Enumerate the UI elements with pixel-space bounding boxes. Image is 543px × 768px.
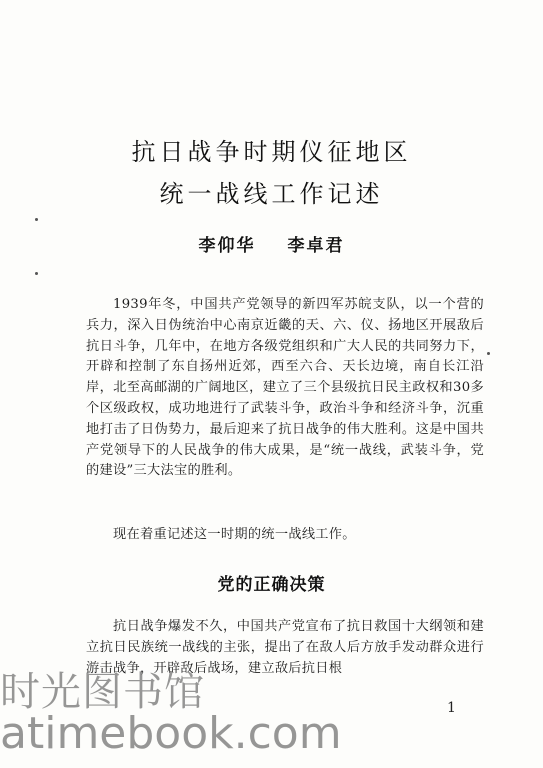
authors: [0, 231, 543, 256]
page-number: 1: [447, 700, 456, 716]
section-heading: 党的正确决策: [217, 575, 326, 595]
body-paragraph: 现在着重记述这一时期的统一战线工作。: [113, 527, 356, 542]
body-paragraph: 1939年冬，中国共产党领导的新四军苏皖支队，以一个营的兵力，深入日伪统治中心南京近畿的天、六、仪、扬地区开展敌后抗日斗争，几年中，在地方各级党组织和广大人民的共同努力下，开辟和控制了东自扬州近郊，西至六合、天长边境，南自长江沿岸，北至高邮湖的广阔地区，建立了三个县级抗日民主政权和30多个区级政权，成功地进行了武装斗争，政治斗争和经济斗争，沉重地打击了日伪势力，最后迎来了抗日战争的伟大胜利。这是中国共产党领导下的人民战争的伟大成果，是“统一战线，武装斗争，党的建设”三大法宝的胜利。: [86, 297, 484, 479]
author-name: 李卓君: [287, 236, 345, 256]
watermark-text: 时光图书馆: [0, 669, 205, 715]
scan-speck: [35, 272, 38, 275]
body-paragraph: 抗日战争爆发不久，中国共产党宣布了抗日救国十大纲领和建立抗日民族统一战线的主张，提出了在敌人后方放手发动群众进行游击战争，开辟敌后战场，建立敌后抗日根: [86, 619, 484, 676]
scan-speck: [35, 218, 38, 221]
document-title-line-1: 抗日战争时期仪征地区: [131, 138, 412, 166]
document-title-line-2: 统一战线工作记述: [159, 180, 384, 208]
watermark-url: atimebook.com: [0, 708, 342, 759]
author-name: 李仰华: [198, 236, 256, 256]
scan-speck: [487, 352, 490, 355]
